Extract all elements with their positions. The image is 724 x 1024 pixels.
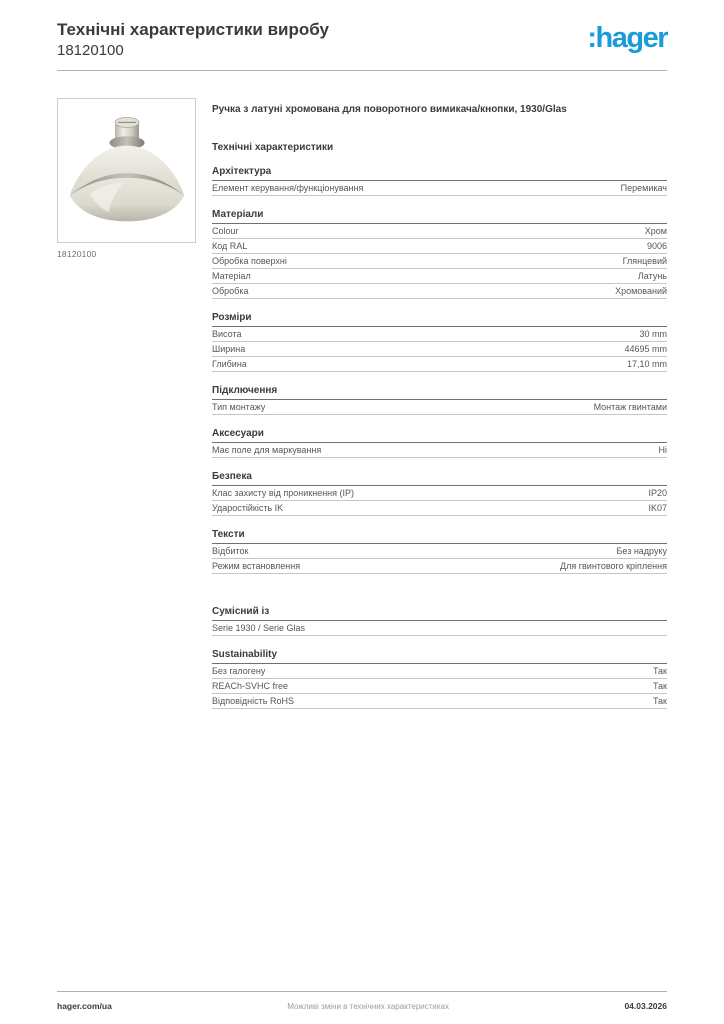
spec-row-value: Так: [652, 695, 667, 706]
spec-section-rows: [212, 443, 667, 458]
spec-row: [212, 621, 667, 636]
spec-row-label: Матеріал: [212, 270, 251, 281]
spec-row: [212, 501, 667, 516]
spec-row-value: Перемикач: [620, 182, 667, 193]
spec-section-title: Sustainability: [212, 649, 667, 664]
spec-row: [212, 284, 667, 299]
spec-row: [212, 342, 667, 357]
spec-row-value: Хромований: [615, 285, 667, 296]
spec-section-title: Матеріали: [212, 209, 667, 224]
specs-heading: Технічні характеристики: [212, 141, 334, 153]
spec-section: [212, 209, 667, 299]
product-description: Ручка з латуні хромована для поворотного вимикача/кнопки, 1930/Glas: [212, 103, 567, 115]
spec-section-rows: [212, 544, 667, 574]
spec-row: [212, 400, 667, 415]
spec-row: [212, 664, 667, 679]
spec-row-label: Елемент керування/функціонування: [212, 182, 364, 193]
spec-section-rows: [212, 400, 667, 415]
product-image-frame: [57, 98, 196, 243]
spec-row-value: Хром: [644, 225, 667, 236]
spec-row-value: IK07: [648, 502, 667, 513]
spec-section-rows: [212, 621, 667, 636]
hager-logo: :hager: [587, 22, 667, 54]
spec-row-label: Має поле для маркування: [212, 444, 322, 455]
spec-section-rows: [212, 181, 667, 196]
spec-row-label: Відбиток: [212, 545, 249, 556]
spec-section: [212, 529, 667, 574]
page-title: Технічні характеристики виробу: [57, 20, 329, 39]
spec-section: [212, 385, 667, 415]
spec-section-title: Тексти: [212, 529, 667, 544]
spec-row-label: REACh-SVHC free: [212, 680, 289, 691]
spec-row: [212, 224, 667, 239]
spec-row-value: Для гвинтового кріплення: [560, 560, 667, 571]
spec-row: [212, 254, 667, 269]
spec-row-value: Ні: [658, 444, 667, 455]
spec-row-label: Ширина: [212, 343, 246, 354]
spec-row: [212, 559, 667, 574]
spec-row-value: Без надруку: [616, 545, 667, 556]
product-image-column: [57, 98, 197, 709]
product-photo: [62, 103, 192, 238]
spec-section-rows: [212, 327, 667, 372]
spec-row: [212, 357, 667, 372]
spec-row: [212, 181, 667, 196]
spec-row-value: Так: [652, 680, 667, 691]
header-title-block: [57, 20, 329, 59]
spec-row: [212, 694, 667, 709]
spec-row-value: Так: [652, 665, 667, 676]
spec-section: [212, 606, 667, 636]
spec-row-label: Colour: [212, 225, 239, 236]
spec-section-title: Безпека: [212, 471, 667, 486]
spec-section-title: Архітектура: [212, 166, 667, 181]
spec-row-label: Serie 1930 / Serie Glas: [212, 622, 306, 633]
spec-row-value: 9006: [646, 240, 667, 251]
spec-section-title: Розміри: [212, 312, 667, 327]
spec-section-rows: [212, 664, 667, 709]
spec-sections: [212, 166, 667, 709]
spec-row: [212, 443, 667, 458]
spec-row-label: Без галогену: [212, 665, 266, 676]
spec-row-label: Тип монтажу: [212, 401, 266, 412]
spec-section: [212, 649, 667, 709]
spec-section-title: Аксесуари: [212, 428, 667, 443]
spec-section-title: Підключення: [212, 385, 667, 400]
footer-date: 04.03.2026: [624, 1001, 667, 1011]
footer-disclaimer: Можливі зміни в технічних характеристиках: [287, 1002, 449, 1011]
spec-row-value: 44695 mm: [624, 343, 667, 354]
spec-row: [212, 679, 667, 694]
spec-section: [212, 471, 667, 516]
spec-row-label: Режим встановлення: [212, 560, 301, 571]
spec-section: [212, 312, 667, 372]
spec-row-label: Клас захисту від проникнення (IP): [212, 487, 355, 498]
spec-row-label: Обробка поверхні: [212, 255, 287, 266]
product-image-caption: 18120100: [57, 248, 97, 259]
product-code: 18120100: [57, 41, 124, 59]
spec-row-value: IP20: [648, 487, 667, 498]
spec-row-label: Глибина: [212, 358, 247, 369]
spec-section-rows: [212, 224, 667, 299]
spec-row: [212, 327, 667, 342]
page-footer: [57, 991, 667, 1011]
spec-row-label: Відповідність RoHS: [212, 695, 294, 706]
spec-section-rows: [212, 486, 667, 516]
spec-row-value: Монтаж гвинтами: [593, 401, 667, 412]
spec-row: [212, 239, 667, 254]
spec-row-value: 17,10 mm: [626, 358, 667, 369]
spec-row-label: Обробка: [212, 285, 249, 296]
spec-row: [212, 269, 667, 284]
spec-row-label: Код RAL: [212, 240, 248, 251]
footer-website-link[interactable]: hager.com/ua: [57, 1001, 112, 1011]
main-content: [57, 98, 667, 709]
spec-section: [212, 166, 667, 196]
spec-row: [212, 486, 667, 501]
spec-column: [212, 98, 667, 709]
spec-row-label: Висота: [212, 328, 242, 339]
spec-row: [212, 544, 667, 559]
page-header: [57, 20, 667, 71]
spec-row-value: 30 mm: [639, 328, 667, 339]
spec-row-value: Глянцевий: [622, 255, 667, 266]
spec-section: [212, 428, 667, 458]
spec-row-value: Латунь: [637, 270, 667, 281]
spec-row-label: Ударостійкість IK: [212, 502, 284, 513]
spec-section-title: Сумісний із: [212, 606, 667, 621]
